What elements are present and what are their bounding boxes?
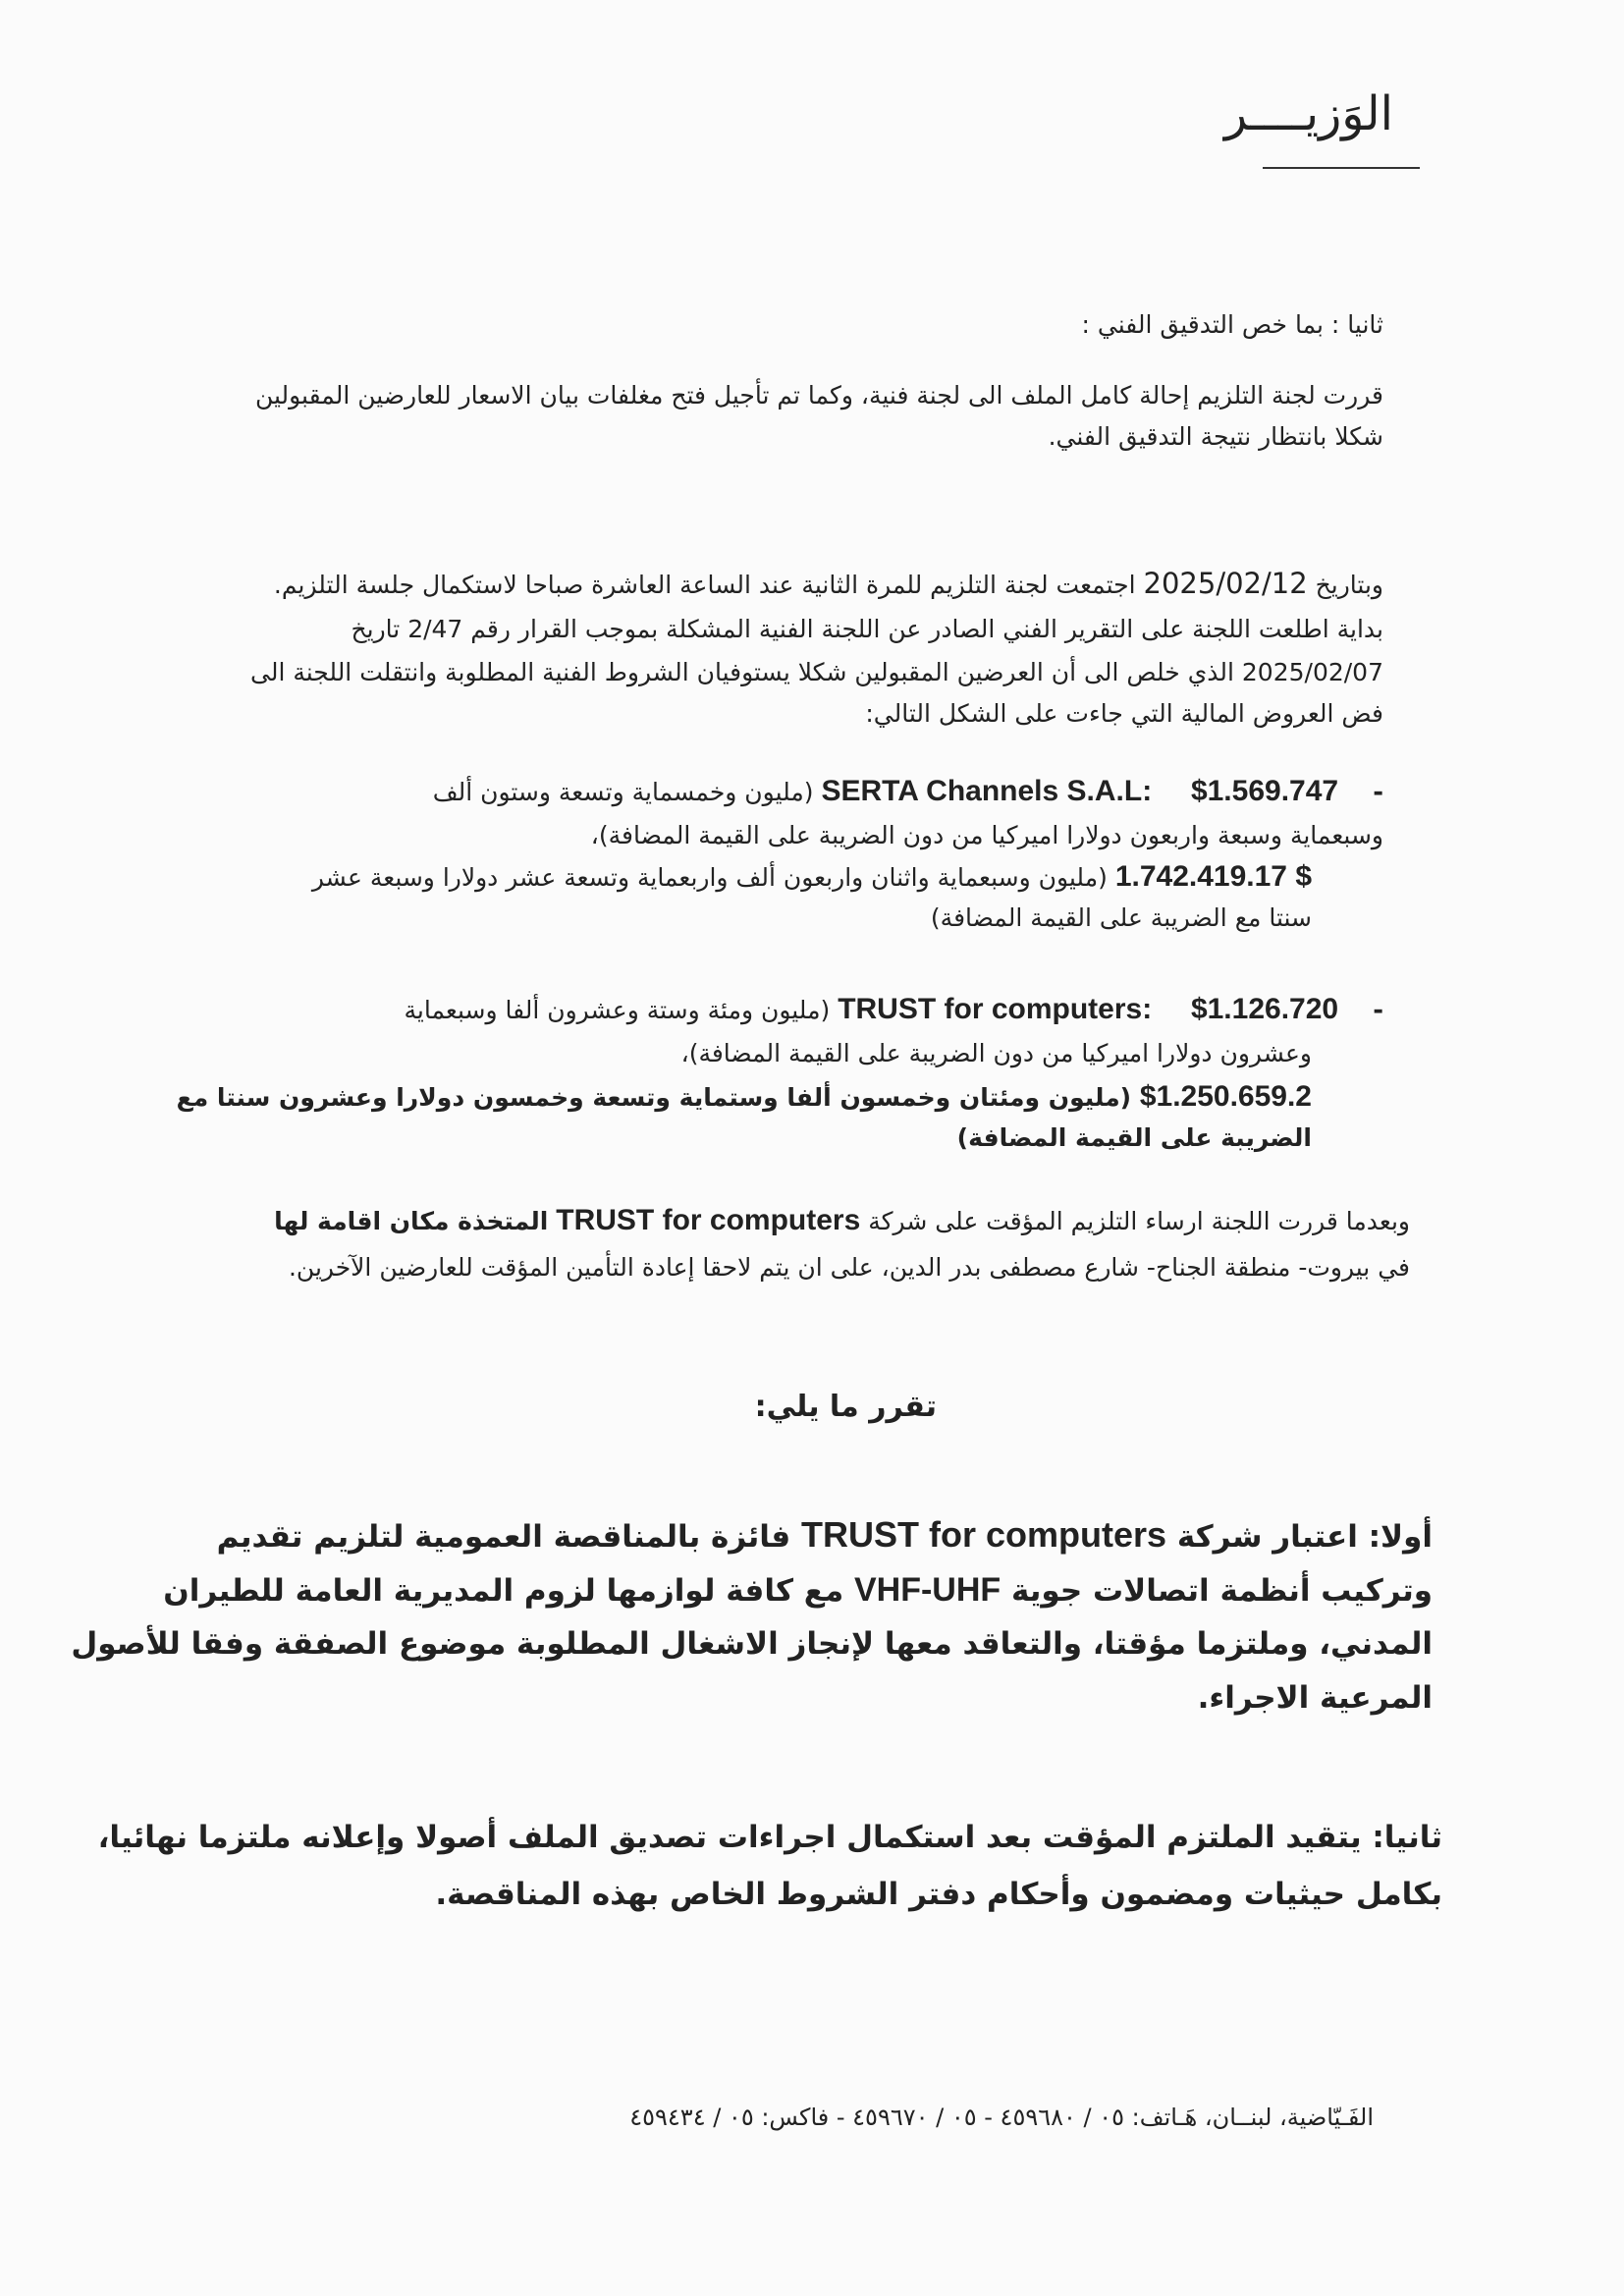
bid-1-words-excl-1: (مليون وخمسماية وتسعة وستون ألف	[432, 778, 814, 806]
bid-1-company: SERTA Channels S.A.L:	[821, 775, 1153, 807]
award-line-2: في بيروت- منطقة الجناح- شارع مصطفى بدر الدين، على ان يتم لاحقا إعادة التأمين المؤقت للعارضين الآخرين.	[288, 1253, 1410, 1282]
bid-2-amount-excl: $1.126.720	[1190, 993, 1339, 1025]
decision-first-line-2	[163, 1564, 1433, 1616]
bid-1-words-excl-2: وسبعماية وسبعة واربعون دولارا اميركيا من دون الضريبة على القيمة المضافة)،	[590, 821, 1383, 849]
meeting-line-2: بداية اطلعت اللجنة على التقرير الفني الصادر عن اللجنة الفنية المشكلة بموجب القرار رقم 2/47 تاريخ	[351, 615, 1383, 643]
bid-2-line-1	[404, 989, 1383, 1031]
bid-2-bullet: -	[1346, 996, 1383, 1025]
bid-2-words-incl-1: (مليون ومئتان وخمسون ألفا وستماية وتسعة وخمسون دولارا وعشرون سنتا مع	[176, 1083, 1132, 1112]
bid-2-words-excl-2: وعشرون دولارا اميركيا من دون الضريبة على القيمة المضافة)،	[680, 1039, 1312, 1067]
decision-first-company: TRUST for computers	[801, 1514, 1167, 1555]
decision-first-line-2-suffix: مع كافة لوازمها لزوم المديرية العامة للطيران	[163, 1573, 844, 1609]
bid-2-company: TRUST for computers:	[838, 993, 1153, 1025]
bid-2-line-3	[177, 1076, 1312, 1119]
section-two-line-1: قررت لجنة التلزيم إحالة كامل الملف الى لجنة فنية، وكما تم تأجيل فتح مغلفات بيان الاسعار للعارضين المقبولين	[254, 381, 1383, 410]
decision-first-suffix: فائزة بالمناقصة العمومية لتلزيم تقديم	[216, 1519, 791, 1555]
section-two-line-2: شكلا بانتظار نتيجة التدقيق الفني.	[1048, 422, 1383, 451]
bid-1-words-incl-2: سنتا مع الضريبة على القيمة المضافة)	[930, 903, 1312, 932]
bid-2-words-excl-1: (مليون ومئة وستة وعشرون ألفا وسبعماية	[404, 996, 831, 1024]
bid-1-words-incl-1: (مليون وسبعماية واثنان واربعون ألف واربعماية وتسعة عشر دولارا وسبعة عشر	[311, 863, 1108, 892]
decision-first-line-3: المدني، وملتزما مؤقتا، والتعاقد معها لإنجاز الاشغال المطلوبة موضوع الصفقة وفقا للأصول	[71, 1626, 1433, 1662]
decision-first-line-2-prefix: وتركيب أنظمة اتصالات جوية	[1010, 1573, 1433, 1609]
award-line-1	[274, 1200, 1410, 1242]
decision-first-code: VHF-UHF	[853, 1571, 1001, 1609]
award-line-1-suffix: المتخذة مكان اقامة لها	[274, 1207, 549, 1235]
decision-first-prefix: أولا: اعتبار شركة	[1176, 1519, 1433, 1555]
meeting-date: 2025/02/12	[1143, 567, 1308, 600]
meeting-line-3: 2025/02/07 الذي خلص الى أن العرضين المقبولين شكلا يستوفيان الشروط الفنية المطلوبة وانتقلت اللجنة الى	[249, 658, 1383, 686]
decision-second-line-2: بكامل حيثيات ومضمون وأحكام دفتر الشروط الخاص بهذه المناقصة.	[435, 1877, 1442, 1912]
footer-contact: الفَـيّاضية، لبنــان، هَـاتف: ٠٥ / ٤٥٩٦٨٠ - ٠٥ / ٤٥٩٦٧٠ - فاكس: ٠٥ / ٤٥٩٤٣٤	[629, 2104, 1374, 2131]
header-title: الوَزيــــر	[1223, 86, 1393, 141]
decision-heading: تقرر ما يلي:	[754, 1390, 937, 1424]
meeting-line-4: فض العروض المالية التي جاءت على الشكل التالي:	[865, 699, 1383, 728]
header-underline	[1263, 167, 1420, 169]
decision-first-line-1	[217, 1509, 1433, 1562]
meeting-line-1-rest: اجتمعت لجنة التلزيم للمرة الثانية عند الساعة العاشرة صباحا لاستكمال جلسة التلزيم.	[273, 571, 1136, 599]
award-line-1-prefix: وبعدما قررت اللجنة ارساء التلزيم المؤقت على شركة	[868, 1207, 1410, 1235]
bid-1-bullet: -	[1346, 778, 1383, 807]
award-company: TRUST for computers	[556, 1204, 861, 1236]
bid-1-line-1	[433, 771, 1383, 813]
meeting-line-1	[274, 563, 1383, 606]
decision-second-line-1: ثانيا: يتقيد الملتزم المؤقت بعد استكمال اجراءات تصديق الملف أصولا وإعلانه ملتزما نهائيا،	[97, 1820, 1442, 1855]
decision-first-line-4: المرعية الاجراء.	[1197, 1680, 1433, 1716]
bid-1-line-3	[312, 856, 1312, 899]
bid-2-amount-incl: $1.250.659.2	[1139, 1080, 1312, 1113]
bid-1-amount-incl: 1.742.419.17 $	[1114, 860, 1312, 893]
bid-2-words-incl-2: الضريبة على القيمة المضافة)	[956, 1123, 1312, 1152]
section-two-heading: ثانيا : بما خص التدقيق الفني :	[1081, 310, 1383, 339]
bid-1-amount-excl: $1.569.747	[1190, 775, 1339, 807]
meeting-line-1-prefix: وبتاريخ	[1315, 571, 1383, 599]
